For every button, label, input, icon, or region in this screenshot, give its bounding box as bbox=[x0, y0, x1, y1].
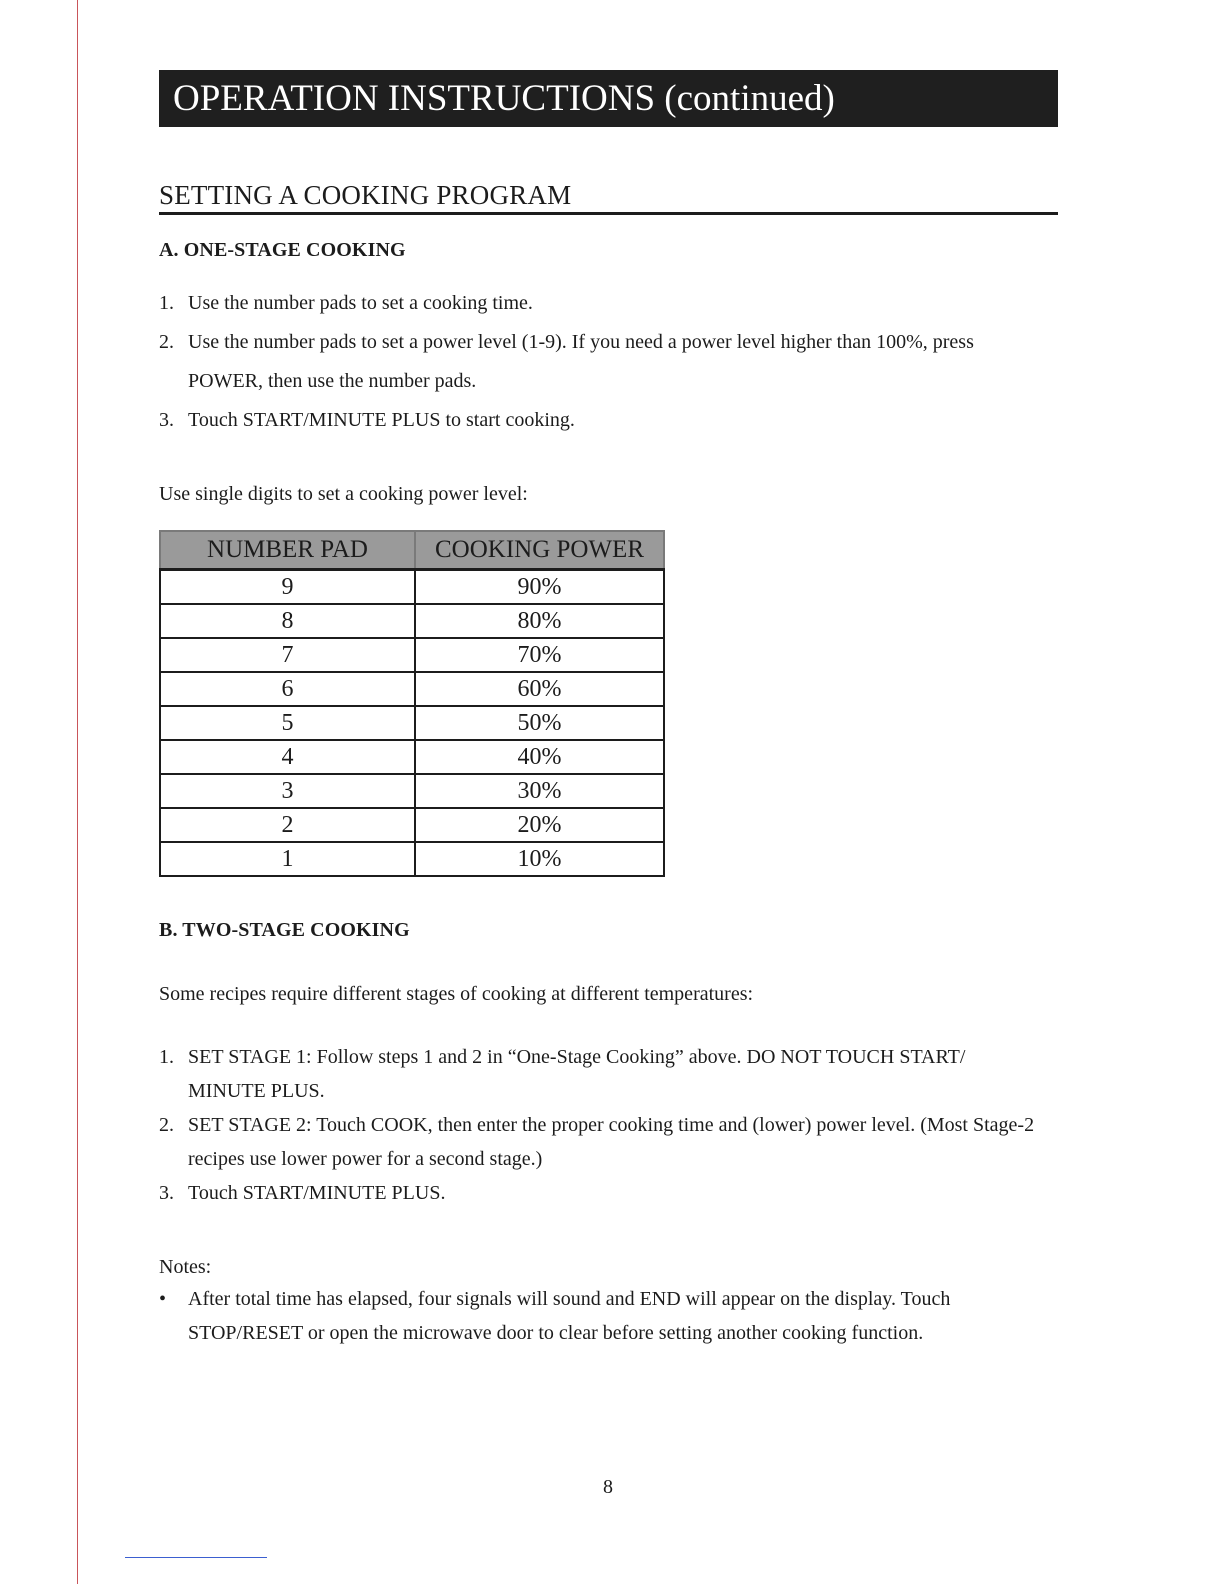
cooking-power-cell: 90% bbox=[415, 570, 664, 605]
number-pad-cell: 1 bbox=[160, 842, 415, 876]
step-text: Use the number pads to set a power level (1-9). If you need a power level higher than 100%, press POWER, then use the number pads. bbox=[188, 331, 974, 392]
number-pad-cell: 8 bbox=[160, 604, 415, 638]
two-stage-heading: B. TWO-STAGE COOKING bbox=[159, 919, 410, 941]
section-title: SETTING A COOKING PROGRAM bbox=[159, 180, 1058, 215]
step-text: Touch START/MINUTE PLUS. bbox=[188, 1182, 446, 1204]
number-pad-cell: 9 bbox=[160, 570, 415, 605]
step-number: 3. bbox=[159, 1182, 174, 1204]
cooking-power-cell: 20% bbox=[415, 808, 664, 842]
number-pad-cell: 3 bbox=[160, 774, 415, 808]
table-row bbox=[160, 604, 664, 638]
table-row bbox=[160, 740, 664, 774]
step-text: SET STAGE 2: Touch COOK, then enter the proper cooking time and (lower) power level. (Most Stage-2 recipes use lower power for a second stage.) bbox=[188, 1114, 1035, 1170]
note-text: After total time has elapsed, four signals will sound and END will appear on the display. Touch STOP/RESET or open the microwave door to clear before setting another cooking function. bbox=[188, 1288, 951, 1344]
step-number: 1. bbox=[159, 292, 174, 314]
notes-label: Notes: bbox=[159, 1256, 212, 1278]
cooking-power-cell: 80% bbox=[415, 604, 664, 638]
table-row bbox=[160, 774, 664, 808]
list-item bbox=[159, 1282, 1028, 1350]
number-pad-cell: 4 bbox=[160, 740, 415, 774]
table-row bbox=[160, 706, 664, 740]
list-item bbox=[159, 401, 1058, 440]
table-row bbox=[160, 808, 664, 842]
number-pad-cell: 5 bbox=[160, 706, 415, 740]
table-row bbox=[160, 672, 664, 706]
notes-list bbox=[159, 1282, 1058, 1350]
step-number: 2. bbox=[159, 1114, 174, 1136]
one-stage-heading: A. ONE-STAGE COOKING bbox=[159, 239, 406, 261]
step-text: Use the number pads to set a cooking time. bbox=[188, 292, 533, 314]
list-item bbox=[159, 1108, 1048, 1176]
list-item bbox=[159, 284, 1058, 323]
page-header: OPERATION INSTRUCTIONS (continued) bbox=[159, 70, 1058, 127]
table-row bbox=[160, 842, 664, 876]
one-stage-steps bbox=[159, 284, 1058, 440]
power-level-intro: Use single digits to set a cooking power level: bbox=[159, 483, 528, 505]
step-number: 2. bbox=[159, 331, 174, 353]
number-pad-cell: 6 bbox=[160, 672, 415, 706]
step-text: Touch START/MINUTE PLUS to start cooking. bbox=[188, 409, 575, 431]
footer-link-underline bbox=[125, 1557, 267, 1558]
step-text: SET STAGE 1: Follow steps 1 and 2 in “One-Stage Cooking” above. DO NOT TOUCH START/ MINUTE PLUS. bbox=[188, 1046, 966, 1102]
list-item bbox=[159, 1040, 1048, 1108]
table-row bbox=[160, 570, 664, 605]
cooking-power-cell: 70% bbox=[415, 638, 664, 672]
table-header-row bbox=[160, 531, 664, 570]
table-row bbox=[160, 638, 664, 672]
cooking-power-cell: 60% bbox=[415, 672, 664, 706]
cooking-power-cell: 10% bbox=[415, 842, 664, 876]
list-item bbox=[159, 1176, 1058, 1210]
two-stage-steps bbox=[159, 1040, 1058, 1210]
cooking-power-cell: 40% bbox=[415, 740, 664, 774]
list-item bbox=[159, 323, 1048, 401]
page-number: 8 bbox=[603, 1476, 613, 1498]
cooking-power-cell: 30% bbox=[415, 774, 664, 808]
column-header-cooking-power: COOKING POWER bbox=[415, 531, 664, 570]
number-pad-cell: 7 bbox=[160, 638, 415, 672]
step-number: 1. bbox=[159, 1046, 174, 1068]
number-pad-cell: 2 bbox=[160, 808, 415, 842]
power-table bbox=[159, 530, 665, 877]
margin-rule bbox=[77, 0, 78, 1584]
bullet-icon: • bbox=[159, 1288, 167, 1310]
two-stage-intro: Some recipes require different stages of cooking at different temperatures: bbox=[159, 983, 754, 1005]
cooking-power-cell: 50% bbox=[415, 706, 664, 740]
step-number: 3. bbox=[159, 409, 174, 431]
column-header-number-pad: NUMBER PAD bbox=[160, 531, 415, 570]
